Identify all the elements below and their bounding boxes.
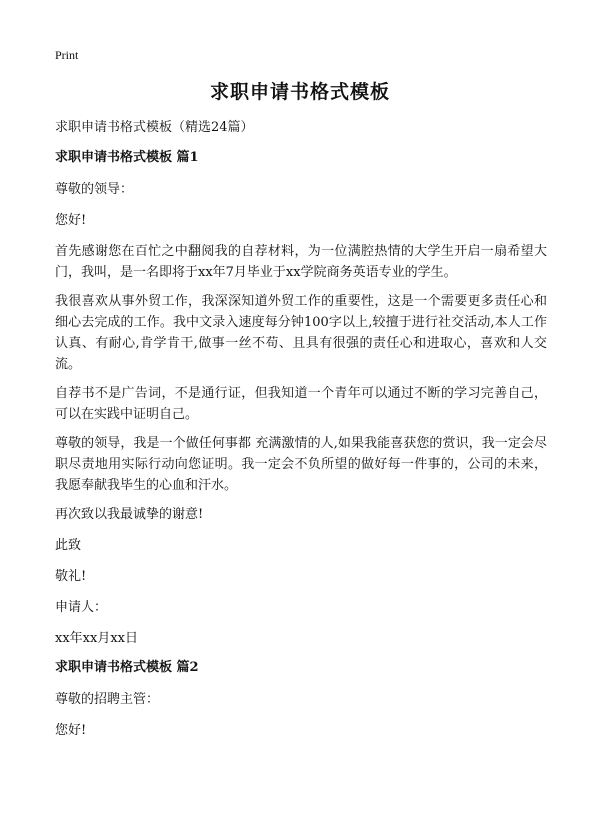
paragraph-intro: 首先感谢您在百忙之中翻阅我的自荐材料，为一位满腔热情的大学生开启一扇希望大门，我叫，是一名即将于xx年7月毕业于xx学院商务英语专业的学生。: [55, 244, 547, 280]
salutation-1: 尊敬的领导：: [55, 182, 134, 197]
closing-line-1: 此致: [55, 538, 82, 553]
date-line: xx年xx月xx日: [55, 631, 138, 646]
paragraph-self-recommendation: 自荐书不是广告词，不是通行证，但我知道一个青年可以通过不断的学习完善自己，可以在实践中证明自己。: [55, 386, 547, 422]
paragraph-commitment: 尊敬的领导，我是一个做任何事都 充满激情的人,如果我能喜获您的赏识，我一定会尽职尽责地用实际行动向您证明。我一定会不负所望的做好每一件事的，公司的未来，我愿奉献我毕生的心血和汗水。: [55, 436, 547, 493]
paragraph-thanks: 再次致以我最诚挚的谢意!: [55, 507, 204, 522]
greeting-2: 您好!: [55, 723, 87, 738]
section-heading-1: 求职申请书格式模板 篇1: [55, 150, 199, 165]
greeting-1: 您好!: [55, 213, 87, 228]
document-subtitle: 求职申请书格式模板（精选24篇）: [55, 120, 254, 135]
closing-line-2: 敬礼!: [55, 569, 87, 584]
salutation-2: 尊敬的招聘主管：: [55, 692, 160, 707]
section-heading-2: 求职申请书格式模板 篇2: [55, 660, 199, 675]
print-label: Print: [55, 48, 79, 62]
document-body: [55, 119, 547, 751]
applicant-label: 申请人：: [55, 600, 108, 615]
paragraph-skills: 我很喜欢从事外贸工作，我深深知道外贸工作的重要性，这是一个需要更多责任心和细心去完成的工作。我中文录入速度每分钟100字以上,较擅于进行社交活动,本人工作认真、有耐心,肯学肯干,做事一丝不苟、且具有很强的责任心和进取心，喜欢和人交流。: [55, 294, 547, 372]
page-title: 求职申请书格式模板: [209, 81, 390, 103]
